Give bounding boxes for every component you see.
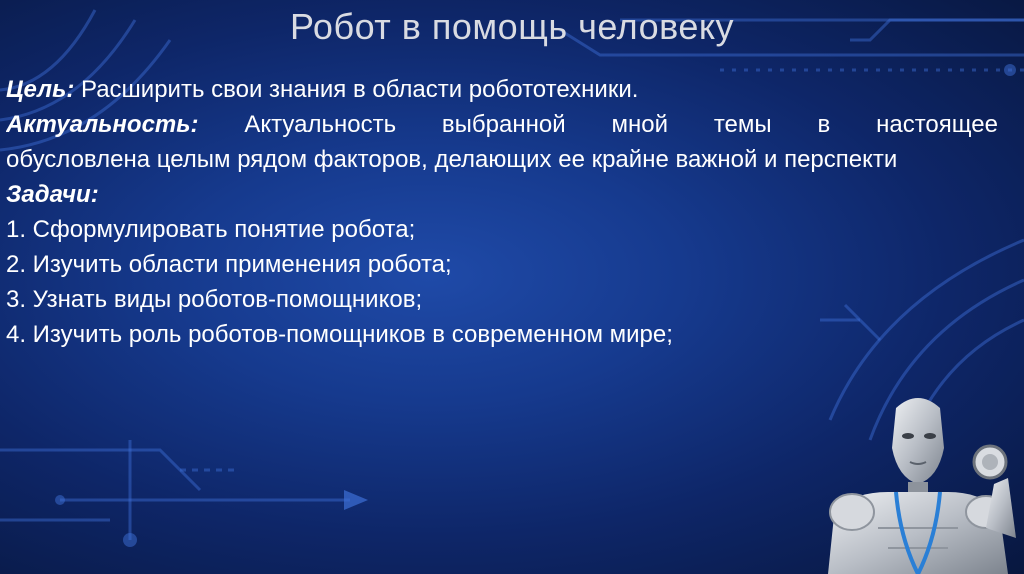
robot-illustration — [818, 388, 1024, 574]
relevance-word: мной — [611, 111, 668, 138]
goal-text: Расширить свои знания в области робототехники. — [80, 76, 639, 103]
relevance-line-2: обусловлена целым рядом факторов, делающих ее крайне важной и перспекти — [6, 146, 898, 173]
task-item: 4. Изучить роль роботов-помощников в современном мире; — [6, 321, 673, 348]
task-item: 2. Изучить области применения робота; — [6, 251, 452, 278]
goal-label: Цель: — [6, 76, 75, 103]
task-item: 1. Сформулировать понятие робота; — [6, 216, 416, 243]
task-item: 3. Узнать виды роботов-помощников; — [6, 286, 423, 313]
relevance-label: Актуальность: — [6, 111, 199, 138]
tasks-label: Задачи: — [6, 181, 99, 208]
relevance-word: в — [817, 111, 831, 138]
goal-line — [6, 72, 1024, 107]
arrow-icon — [344, 490, 368, 510]
relevance-word: выбранной — [441, 111, 566, 138]
slide-body — [6, 72, 1024, 352]
relevance-line-1 — [6, 107, 998, 142]
relevance-word: темы — [713, 111, 772, 138]
relevance-word: Актуальность — [244, 111, 397, 138]
relevance-word: настоящее — [876, 111, 998, 138]
slide-title: Робот в помощь человеку — [290, 6, 734, 47]
